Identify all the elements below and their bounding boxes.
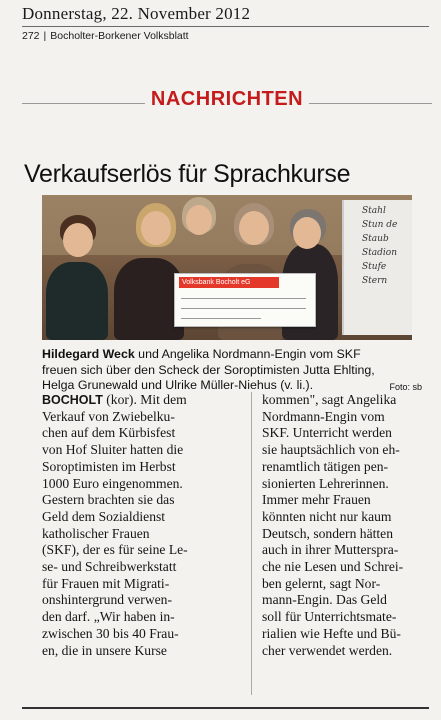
body-line: Verkauf von Zwiebelku-	[42, 408, 175, 424]
photo-caption	[42, 347, 422, 396]
body-line: onshintergrund verwen-	[42, 592, 172, 608]
article-column-1	[42, 392, 240, 659]
caption-name: Hildegard Weck	[42, 347, 135, 361]
body-line: Deutsch, sondern hätten	[262, 525, 393, 541]
board-word: Staub	[362, 234, 389, 244]
page-number: 272	[22, 30, 40, 42]
cheque-line	[181, 298, 306, 299]
dateline: BOCHOLT	[42, 393, 103, 407]
body-line: chen auf dem Kürbisfest	[42, 425, 176, 441]
body-line: kommen", sagt Angelika	[262, 392, 397, 407]
newspaper-date: Donnerstag, 22. November 2012	[22, 4, 251, 23]
cheque	[174, 273, 316, 327]
section-header	[22, 88, 432, 120]
body-line: ben gelernt, sagt Nor-	[262, 575, 381, 591]
body-line: renamtlich tätigen pen-	[262, 458, 389, 474]
body-line: katholischer Frauen	[42, 525, 150, 541]
page-separator: |	[43, 30, 47, 42]
caption-text: freuen sich über den Scheck der Soroptimisten Jutta Ehlting,	[42, 362, 375, 377]
caption-text: und Angelika Nordmann-Engin vom SKF	[134, 347, 361, 361]
body-line: rialien wie Hefte und Bü-	[262, 625, 401, 641]
article-headline: Verkaufserlös für Sprachkurse	[24, 160, 351, 188]
board-word: Stun de	[362, 220, 398, 230]
body-line: Geld dem Sozialdienst	[42, 508, 166, 524]
body-line: Soroptimisten im Herbst	[42, 458, 176, 474]
body-line: von Hof Sluiter hatten die	[42, 442, 184, 458]
footer-rule	[22, 707, 429, 709]
body-text: (kor). Mit dem	[102, 392, 187, 407]
person-figure	[46, 262, 108, 340]
column-divider	[251, 392, 252, 695]
body-line: mann-Engin. Das Geld	[262, 592, 387, 608]
body-line: auch in ihrer Mutterspra-	[262, 542, 399, 558]
caption-text: Helga Grunewald und Ulrike Müller-Niehus (v. li.).	[42, 378, 314, 392]
body-line: Gestern brachten sie das	[42, 492, 175, 508]
person-face	[239, 211, 269, 245]
body-line: 1000 Euro eingenommen.	[42, 475, 183, 491]
page-info	[22, 30, 189, 42]
cheque-line	[181, 318, 261, 319]
body-line: sionierten Lehrerinnen.	[262, 475, 389, 491]
board-word: Stahl	[362, 206, 386, 216]
body-line: den darf. „Wir haben in-	[42, 609, 175, 625]
cheque-bank-label: Volksbank Bocholt eG	[179, 277, 279, 288]
body-line: se- und Schreibwerkstatt	[42, 559, 177, 575]
body-line: zwischen 30 bis 40 Frau-	[42, 625, 179, 641]
cheque-line	[181, 308, 306, 309]
section-label: NACHRICHTEN	[145, 88, 309, 111]
board-word: Stadion	[362, 248, 398, 258]
whiteboard	[342, 200, 412, 335]
article-photo	[42, 195, 412, 340]
person-face	[141, 211, 171, 245]
body-line: für Frauen mit Migrati-	[42, 575, 170, 591]
body-line: en, die in unsere Kurse	[42, 642, 167, 658]
board-word: Stern	[362, 276, 388, 286]
photo-credit: Foto: sb	[389, 382, 422, 392]
person-face	[293, 217, 321, 249]
body-line: cher verwendet werden.	[262, 642, 393, 658]
body-line: soll für Unterrichtsmate-	[262, 609, 397, 625]
body-line: che nie Lesen und Schrei-	[262, 559, 404, 575]
body-line: (SKF), der es für seine Le-	[42, 542, 188, 558]
body-line: Nordmann-Engin vom	[262, 408, 385, 424]
publication-name: Bocholter-Borkener Volksblatt	[50, 30, 189, 42]
body-line: SKF. Unterricht werden	[262, 425, 392, 441]
body-line: könnten nicht nur kaum	[262, 508, 392, 524]
body-line: Immer mehr Frauen	[262, 492, 371, 508]
person-face	[186, 205, 212, 235]
person-face	[63, 223, 93, 257]
board-word: Stufe	[362, 262, 387, 272]
article-column-2	[262, 392, 422, 659]
header-rule	[22, 26, 429, 27]
body-line: sie hauptsächlich von eh-	[262, 442, 400, 458]
